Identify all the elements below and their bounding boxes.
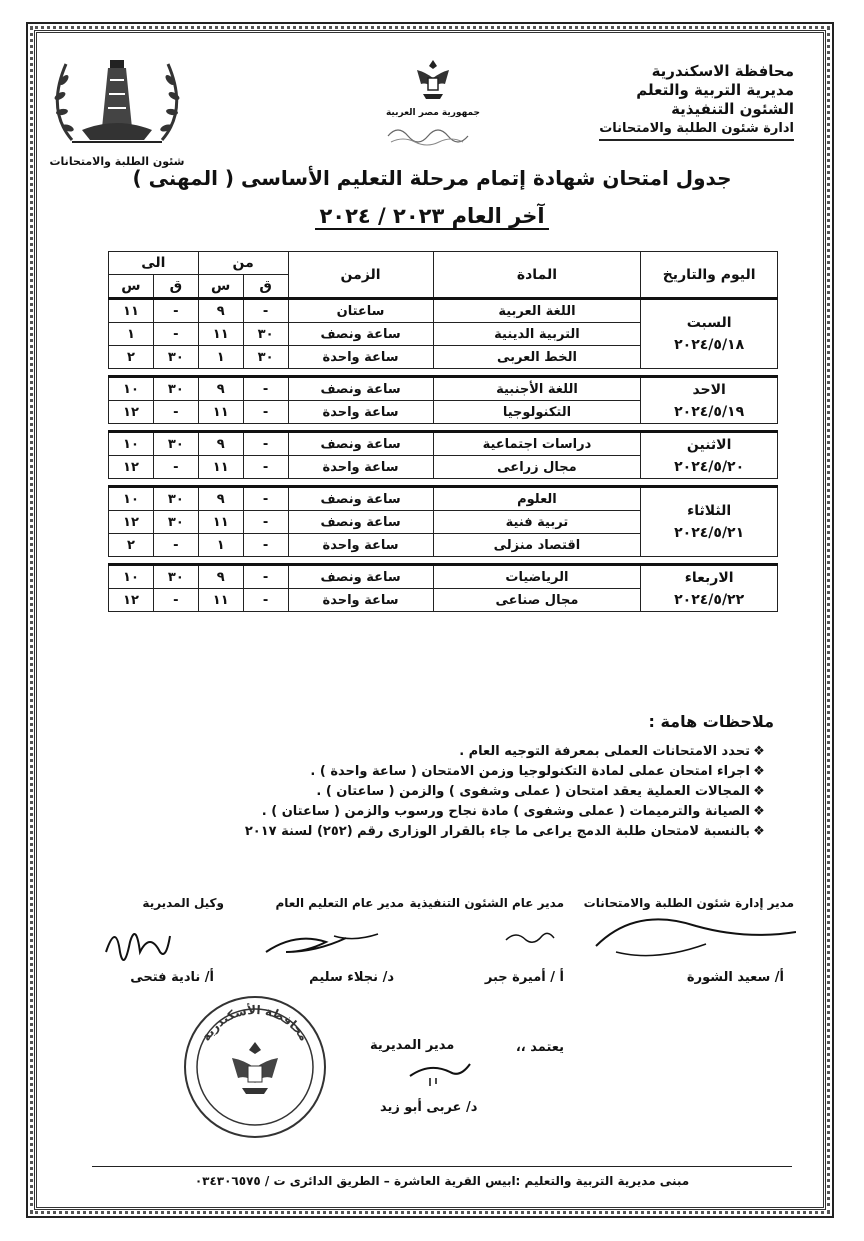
from-minute-cell: - <box>243 487 288 511</box>
subject-cell: تربية فنية <box>433 511 641 534</box>
day-date-cell <box>641 565 778 612</box>
day-separator <box>109 369 778 377</box>
duration-cell: ساعة واحدة <box>288 534 433 557</box>
day-separator <box>109 424 778 432</box>
note-text: المجالات العملية يعقد امتحان ( عملى وشفوى ) والزمن ( ساعتان ) . <box>316 784 750 799</box>
day-name: السبت <box>686 315 732 331</box>
from-minute-cell: ٣٠ <box>243 323 288 346</box>
subject-cell: اللغة العربية <box>433 299 641 323</box>
to-hour-cell: ١١ <box>109 299 154 323</box>
exam-schedule-table <box>108 251 778 612</box>
from-minute-cell: - <box>243 534 288 557</box>
note-text: الصيانة والترميمات ( عملى وشفوى ) مادة نجاح ورسوب والزمن ( ساعتان ) . <box>261 804 750 819</box>
governorate: محافظة الاسكندرية <box>651 62 794 80</box>
day-date: ٢٠٢٤/٥/١٨ <box>674 337 745 353</box>
duration-cell: ساعة واحدة <box>288 589 433 612</box>
subject-cell: دراسات اجتماعية <box>433 432 641 456</box>
subject-cell: مجال زراعى <box>433 456 641 479</box>
from-minute-cell: - <box>243 401 288 424</box>
header-subject: المادة <box>433 252 641 299</box>
duration-cell: ساعة ونصف <box>288 487 433 511</box>
from-minute-cell: - <box>243 456 288 479</box>
day-name: الاثنين <box>686 436 732 453</box>
bullet-icon: ❖ <box>753 764 765 779</box>
academic-year: آخر العام ٢٠٢٣ / ٢٠٢٤ <box>315 204 548 230</box>
from-minute-cell: - <box>243 377 288 401</box>
day-separator <box>109 557 778 565</box>
header-to: الى <box>109 252 199 275</box>
to-hour-cell: ١٠ <box>109 565 154 589</box>
day-date: ٢٠٢٤/٥/٢٢ <box>674 591 745 608</box>
footer-divider <box>92 1166 792 1167</box>
day-date-cell <box>641 299 778 369</box>
duration-cell: ساعتان <box>288 299 433 323</box>
to-hour-cell: ١٠ <box>109 432 154 456</box>
note-item <box>68 742 768 762</box>
to-hour-cell: ١٠ <box>109 377 154 401</box>
page-subtitle <box>0 204 864 228</box>
table-row <box>109 432 778 456</box>
signature-name: د/ نجلاء سليم <box>309 970 394 985</box>
from-hour-cell: ١١ <box>198 511 243 534</box>
to-minute-cell: - <box>153 534 198 557</box>
approve-label: يعتمد ،، <box>515 1040 564 1055</box>
director-name: د/ عربى أبو زيد <box>380 1100 478 1115</box>
table-row <box>109 377 778 401</box>
signature-name: أ/ نادية فتحى <box>130 970 214 985</box>
note-text: تحدد الامتحانات العملى بمعرفة التوجيه العام . <box>459 744 750 759</box>
to-hour-cell: ١٠ <box>109 487 154 511</box>
official-seal <box>180 992 330 1142</box>
signature-name: أ/ سعيد الشورة <box>686 970 784 985</box>
to-minute-cell: - <box>153 589 198 612</box>
to-minute-cell: ٣٠ <box>153 346 198 369</box>
exam-schedule-body <box>109 299 778 612</box>
header-block <box>599 62 794 141</box>
from-hour-cell: ٩ <box>198 565 243 589</box>
signature-title: مدير إدارة شئون الطلبة والامتحانات <box>583 896 794 910</box>
bullet-icon: ❖ <box>753 824 765 839</box>
from-minute-cell: - <box>243 432 288 456</box>
day-date: ٢٠٢٤/٥/٢٠ <box>674 458 745 475</box>
subject-cell: التكنولوجيا <box>433 401 641 424</box>
day-date: ٢٠٢٤/٥/١٩ <box>674 403 745 420</box>
day-name: الثلاثاء <box>687 503 732 519</box>
director-signature <box>400 1056 480 1092</box>
signature-title: مدير عام الشئون التنفيذية <box>409 896 564 910</box>
day-date: ٢٠٢٤/٥/٢١ <box>674 525 745 541</box>
subject-cell: اقتصاد منزلى <box>433 534 641 557</box>
note-item <box>68 762 768 782</box>
subject-cell: مجال صناعى <box>433 589 641 612</box>
day-date-cell <box>641 487 778 557</box>
notes-list <box>68 742 768 842</box>
to-minute-cell: ٣٠ <box>153 377 198 401</box>
from-minute-cell: - <box>243 511 288 534</box>
subject-cell: الخط العربى <box>433 346 641 369</box>
footer-address: مبنى مديرية التربية والتعليم :ابيس القرية العاشرة – الطريق الدائرى ت / ٠٣٤٣٠٦٥٧٥ <box>194 1174 690 1188</box>
header-time: الزمن <box>288 252 433 299</box>
from-minute-cell: - <box>243 299 288 323</box>
to-minute-cell: ٣٠ <box>153 511 198 534</box>
to-hour-cell: ١٢ <box>109 589 154 612</box>
republic-label: جمهورية مصر العربية <box>385 108 481 118</box>
from-hour-cell: ٩ <box>198 487 243 511</box>
from-minute-cell: ٣٠ <box>243 346 288 369</box>
to-hour-cell: ٢ <box>109 534 154 557</box>
header-from-s: س <box>198 275 243 299</box>
to-hour-cell: ١٢ <box>109 456 154 479</box>
duration-cell: ساعة ونصف <box>288 323 433 346</box>
from-hour-cell: ١ <box>198 534 243 557</box>
to-minute-cell: - <box>153 401 198 424</box>
from-hour-cell: ١١ <box>198 456 243 479</box>
to-minute-cell: ٣٠ <box>153 432 198 456</box>
from-hour-cell: ٩ <box>198 432 243 456</box>
subject-cell: الرياضيات <box>433 565 641 589</box>
handwritten-signatures <box>96 912 796 968</box>
directorate: مديرية التربية والتعلم <box>636 81 794 99</box>
seal-text: محافظة الأسكندرية <box>198 1002 312 1044</box>
from-minute-cell: - <box>243 589 288 612</box>
signature-title: مدير عام التعليم العام <box>275 896 404 910</box>
duration-cell: ساعة ونصف <box>288 565 433 589</box>
affairs-logo <box>42 50 192 168</box>
director-title: مدير المديرية <box>370 1038 455 1053</box>
to-hour-cell: ٢ <box>109 346 154 369</box>
duration-cell: ساعة ونصف <box>288 432 433 456</box>
lighthouse-wreath-icon <box>42 50 192 150</box>
duration-cell: ساعة واحدة <box>288 401 433 424</box>
from-hour-cell: ١ <box>198 346 243 369</box>
signature-name: أ / أميرة جبر <box>484 970 564 985</box>
from-minute-cell: - <box>243 565 288 589</box>
bullet-icon: ❖ <box>753 804 765 819</box>
page-title: جدول امتحان شهادة إتمام مرحلة التعليم الأساسى ( المهنى ) <box>132 166 732 190</box>
from-hour-cell: ١١ <box>198 401 243 424</box>
bullet-icon: ❖ <box>753 784 765 799</box>
calligraphy-image <box>383 118 483 146</box>
from-hour-cell: ١١ <box>198 589 243 612</box>
duration-cell: ساعة ونصف <box>288 511 433 534</box>
note-item <box>68 802 768 822</box>
duration-cell: ساعة واحدة <box>288 346 433 369</box>
day-date-cell <box>641 432 778 479</box>
notes-title: ملاحظات هامة : <box>648 712 774 731</box>
header-from: من <box>198 252 288 275</box>
eagle-emblem <box>378 56 488 146</box>
to-minute-cell: - <box>153 299 198 323</box>
note-item <box>68 822 768 842</box>
from-hour-cell: ٩ <box>198 377 243 401</box>
eagle-icon <box>413 56 453 102</box>
header-to-s: س <box>109 275 154 299</box>
to-hour-cell: ١ <box>109 323 154 346</box>
header-from-q: ق <box>243 275 288 299</box>
duration-cell: ساعة واحدة <box>288 456 433 479</box>
day-name: الاربعاء <box>684 569 734 586</box>
subject-cell: العلوم <box>433 487 641 511</box>
day-date-cell <box>641 377 778 424</box>
table-row <box>109 487 778 511</box>
affairs: الشئون التنفيذية <box>671 100 794 118</box>
to-hour-cell: ١٢ <box>109 401 154 424</box>
subject-cell: اللغة الأجنبية <box>433 377 641 401</box>
note-text: اجراء امتحان عملى لمادة التكنولوجيا وزمن الامتحان ( ساعة واحدة ) . <box>310 764 750 779</box>
department: ادارة شئون الطلبة والامتحانات <box>599 119 794 141</box>
to-hour-cell: ١٢ <box>109 511 154 534</box>
bullet-icon: ❖ <box>753 744 765 759</box>
note-item <box>68 782 768 802</box>
table-row <box>109 565 778 589</box>
to-minute-cell: - <box>153 323 198 346</box>
to-minute-cell: - <box>153 456 198 479</box>
from-hour-cell: ١١ <box>198 323 243 346</box>
logo-caption: شئون الطلبة والامتحانات <box>49 155 185 168</box>
header-to-q: ق <box>153 275 198 299</box>
subject-cell: التربية الدينية <box>433 323 641 346</box>
table-row <box>109 299 778 323</box>
signature-title: وكيل المديرية <box>142 896 224 910</box>
day-name: الاحد <box>692 381 726 398</box>
from-hour-cell: ٩ <box>198 299 243 323</box>
note-text: بالنسبة لامتحان طلبة الدمج يراعى ما جاء بالقرار الوزارى رقم (٢٥٢) لسنة ٢٠١٧ <box>244 824 750 839</box>
duration-cell: ساعة ونصف <box>288 377 433 401</box>
day-separator <box>109 479 778 487</box>
to-minute-cell: ٣٠ <box>153 487 198 511</box>
to-minute-cell: ٣٠ <box>153 565 198 589</box>
header-day: اليوم والتاريخ <box>641 252 778 299</box>
